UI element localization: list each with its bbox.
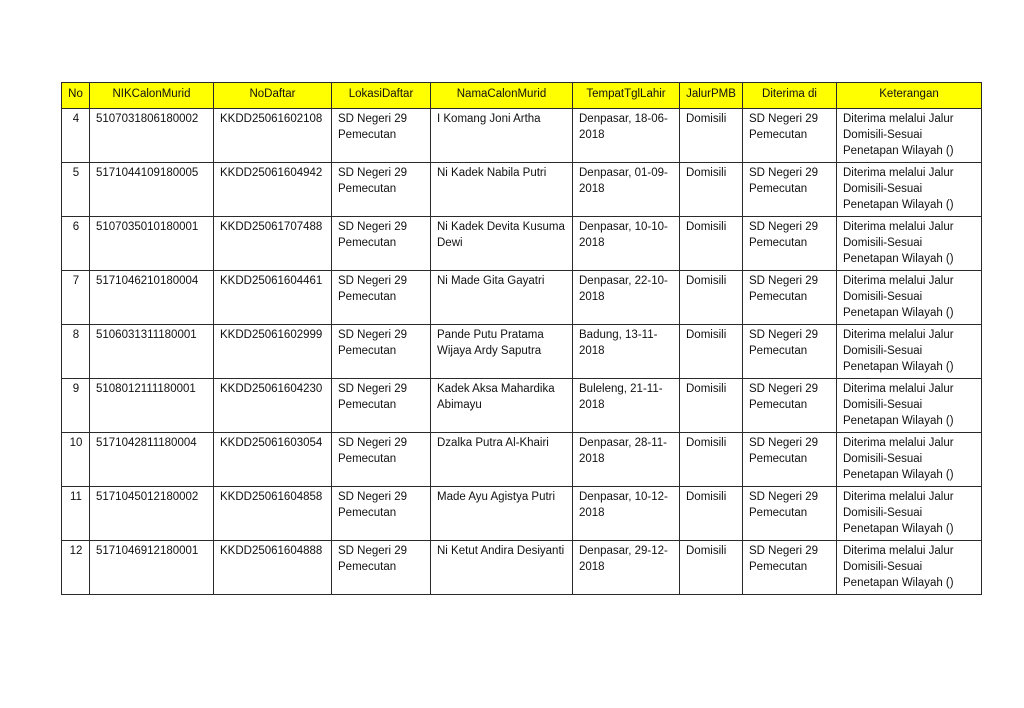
cell-nama <box>431 487 573 541</box>
cell-nik <box>90 217 214 271</box>
cell-nama-text: Ni Kadek Nabila Putri <box>437 167 547 179</box>
cell-nik <box>90 433 214 487</box>
cell-nik <box>90 325 214 379</box>
cell-jalur-text: Domisili <box>686 221 727 233</box>
cell-nik-text: 5106031311180001 <box>96 329 197 341</box>
cell-keterangan-text: Diterima melalui Jalur Domisili-Sesuai Penetapan Wilayah () <box>843 275 954 319</box>
table-row <box>62 433 982 487</box>
cell-jalur-text: Domisili <box>686 383 727 395</box>
birth-year-line2: 2018 <box>579 453 605 465</box>
cell-nodaftar-text: KKDD25061707488 <box>220 221 323 233</box>
table-header-row <box>62 83 982 109</box>
cell-nodaftar <box>214 541 332 595</box>
cell-nama-text: Dzalka Putra Al-Khairi <box>437 437 549 449</box>
cell-lokasi-text: SD Negeri 29 Pemecutan <box>338 437 408 465</box>
cell-diterima-text: SD Negeri 29 Pemecutan <box>749 221 819 249</box>
cell-keterangan-text: Diterima melalui Jalur Domisili-Sesuai Penetapan Wilayah () <box>843 167 954 211</box>
birth-year-line2: 2018 <box>579 561 605 573</box>
cell-nodaftar-text: KKDD25061604858 <box>220 491 323 503</box>
cell-jalur <box>680 271 743 325</box>
table-row <box>62 541 982 595</box>
birth-year-line2: 2018 <box>579 291 605 303</box>
table-row <box>62 325 982 379</box>
cell-lokasi-text: SD Negeri 29 Pemecutan <box>338 167 408 195</box>
cell-diterima-text: SD Negeri 29 Pemecutan <box>749 329 819 357</box>
cell-nama-text: Made Ayu Agistya Putri <box>437 491 556 503</box>
cell-lokasi <box>332 271 431 325</box>
cell-no <box>62 163 90 217</box>
cell-diterima <box>743 325 837 379</box>
cell-lokasi <box>332 487 431 541</box>
cell-no-text: 7 <box>72 275 80 287</box>
table-row <box>62 487 982 541</box>
cell-no <box>62 487 90 541</box>
cell-diterima-text: SD Negeri 29 Pemecutan <box>749 545 819 573</box>
cell-tempat <box>573 217 680 271</box>
cell-tempat <box>573 541 680 595</box>
cell-lokasi-text: SD Negeri 29 Pemecutan <box>338 329 408 357</box>
birth-place-date-line1: Buleleng, 21-11- <box>579 383 663 395</box>
cell-jalur-text: Domisili <box>686 437 727 449</box>
table-row <box>62 271 982 325</box>
cell-diterima <box>743 271 837 325</box>
birth-year-line2: 2018 <box>579 129 605 141</box>
cell-tempat <box>573 487 680 541</box>
header-keterangan: Keterangan <box>837 83 982 109</box>
birth-year-line2: 2018 <box>579 237 605 249</box>
cell-tempat <box>573 163 680 217</box>
cell-keterangan-text: Diterima melalui Jalur Domisili-Sesuai Penetapan Wilayah () <box>843 545 954 589</box>
table-row <box>62 217 982 271</box>
birth-place-date-line1: Denpasar, 22-10- <box>579 275 668 287</box>
cell-diterima <box>743 217 837 271</box>
cell-nama <box>431 433 573 487</box>
cell-diterima-text: SD Negeri 29 Pemecutan <box>749 383 819 411</box>
cell-no-text: 5 <box>72 167 80 179</box>
cell-nik <box>90 163 214 217</box>
cell-no-text: 11 <box>70 491 82 503</box>
cell-nodaftar-text: KKDD25061604888 <box>220 545 323 557</box>
cell-lokasi <box>332 325 431 379</box>
birth-place-date-line1: Denpasar, 18-06- <box>579 113 668 125</box>
cell-keterangan <box>837 163 982 217</box>
cell-jalur-text: Domisili <box>686 491 727 503</box>
birth-year-line2: 2018 <box>579 345 605 357</box>
admission-table <box>61 82 982 595</box>
cell-no-text: 6 <box>72 221 80 233</box>
birth-year-line2: 2018 <box>579 183 605 195</box>
cell-tempat <box>573 433 680 487</box>
cell-nik-text: 5107031806180002 <box>96 113 199 125</box>
header-nik: NIKCalonMurid <box>90 83 214 109</box>
cell-nik-text: 5171045012180002 <box>96 491 199 503</box>
cell-lokasi-text: SD Negeri 29 Pemecutan <box>338 221 408 249</box>
cell-tempat <box>573 325 680 379</box>
birth-place-date-line1: Denpasar, 10-10- <box>579 221 668 233</box>
cell-no-text: 9 <box>72 383 80 395</box>
header-nama: NamaCalonMurid <box>431 83 573 109</box>
cell-nik <box>90 487 214 541</box>
cell-jalur-text: Domisili <box>686 167 727 179</box>
cell-nik-text: 5171044109180005 <box>96 167 199 179</box>
cell-keterangan <box>837 433 982 487</box>
cell-nodaftar <box>214 379 332 433</box>
cell-nodaftar <box>214 325 332 379</box>
cell-diterima <box>743 487 837 541</box>
cell-keterangan <box>837 109 982 163</box>
cell-lokasi <box>332 163 431 217</box>
birth-year-line2: 2018 <box>579 399 605 411</box>
cell-nik-text: 5171046912180001 <box>96 545 199 557</box>
cell-no <box>62 271 90 325</box>
cell-nodaftar <box>214 163 332 217</box>
cell-jalur <box>680 379 743 433</box>
cell-nodaftar-text: KKDD25061604230 <box>220 383 323 395</box>
cell-nama <box>431 163 573 217</box>
cell-jalur <box>680 217 743 271</box>
cell-lokasi-text: SD Negeri 29 Pemecutan <box>338 491 408 519</box>
cell-keterangan-text: Diterima melalui Jalur Domisili-Sesuai Penetapan Wilayah () <box>843 491 954 535</box>
cell-lokasi-text: SD Negeri 29 Pemecutan <box>338 113 408 141</box>
header-diterima: Diterima di <box>743 83 837 109</box>
cell-no-text: 4 <box>72 113 80 125</box>
birth-place-date-line1: Denpasar, 29-12- <box>579 545 668 557</box>
cell-jalur <box>680 109 743 163</box>
table-body <box>62 109 982 595</box>
cell-tempat <box>573 109 680 163</box>
cell-nik <box>90 379 214 433</box>
cell-nama-text: Ni Made Gita Gayatri <box>437 275 545 287</box>
cell-keterangan <box>837 541 982 595</box>
birth-year-line2: 2018 <box>579 507 605 519</box>
cell-no <box>62 379 90 433</box>
cell-nik-text: 5171046210180004 <box>96 275 199 287</box>
table-row <box>62 379 982 433</box>
cell-diterima-text: SD Negeri 29 Pemecutan <box>749 167 819 195</box>
cell-keterangan <box>837 487 982 541</box>
cell-nama <box>431 541 573 595</box>
cell-nodaftar-text: KKDD25061602108 <box>220 113 323 125</box>
cell-jalur <box>680 487 743 541</box>
cell-lokasi <box>332 217 431 271</box>
cell-diterima <box>743 541 837 595</box>
cell-lokasi <box>332 379 431 433</box>
cell-nodaftar <box>214 217 332 271</box>
cell-tempat <box>573 271 680 325</box>
cell-keterangan <box>837 217 982 271</box>
cell-diterima <box>743 433 837 487</box>
cell-diterima-text: SD Negeri 29 Pemecutan <box>749 275 819 303</box>
header-jalur: JalurPMB <box>680 83 743 109</box>
cell-keterangan-text: Diterima melalui Jalur Domisili-Sesuai Penetapan Wilayah () <box>843 221 954 265</box>
header-tempat: TempatTglLahir <box>573 83 680 109</box>
cell-no <box>62 433 90 487</box>
cell-nama-text: Ni Ketut Andira Desiyanti <box>437 545 565 557</box>
cell-nik <box>90 541 214 595</box>
table-row <box>62 163 982 217</box>
cell-nama <box>431 325 573 379</box>
cell-nama-text: I Komang Joni Artha <box>437 113 541 125</box>
cell-jalur <box>680 541 743 595</box>
cell-keterangan <box>837 379 982 433</box>
cell-keterangan <box>837 271 982 325</box>
cell-nik <box>90 109 214 163</box>
cell-jalur <box>680 433 743 487</box>
birth-place-date-line1: Denpasar, 10-12- <box>579 491 668 503</box>
cell-nama <box>431 379 573 433</box>
cell-keterangan <box>837 325 982 379</box>
cell-jalur-text: Domisili <box>686 113 727 125</box>
cell-keterangan-text: Diterima melalui Jalur Domisili-Sesuai Penetapan Wilayah () <box>843 329 954 373</box>
header-no: No <box>62 83 90 109</box>
birth-place-date-line1: Badung, 13-11- <box>579 329 658 341</box>
cell-lokasi-text: SD Negeri 29 Pemecutan <box>338 275 408 303</box>
birth-place-date-line1: Denpasar, 28-11- <box>579 437 668 449</box>
cell-keterangan-text: Diterima melalui Jalur Domisili-Sesuai Penetapan Wilayah () <box>843 113 954 157</box>
cell-diterima <box>743 379 837 433</box>
cell-jalur-text: Domisili <box>686 275 727 287</box>
cell-nama-text: Ni Kadek Devita Kusuma Dewi <box>437 221 565 249</box>
cell-no-text: 8 <box>72 329 80 341</box>
cell-jalur <box>680 325 743 379</box>
cell-lokasi-text: SD Negeri 29 Pemecutan <box>338 545 408 573</box>
cell-no-text: 10 <box>69 437 83 449</box>
cell-keterangan-text: Diterima melalui Jalur Domisili-Sesuai Penetapan Wilayah () <box>843 437 954 481</box>
cell-diterima-text: SD Negeri 29 Pemecutan <box>749 491 819 519</box>
cell-nodaftar-text: KKDD25061602999 <box>220 329 323 341</box>
cell-nodaftar <box>214 433 332 487</box>
cell-nama-text: Kadek Aksa Mahardika Abimayu <box>437 383 555 411</box>
cell-no <box>62 109 90 163</box>
cell-no-text: 12 <box>69 545 83 557</box>
cell-diterima-text: SD Negeri 29 Pemecutan <box>749 437 819 465</box>
cell-lokasi <box>332 433 431 487</box>
header-lokasi: LokasiDaftar <box>332 83 431 109</box>
cell-diterima <box>743 109 837 163</box>
cell-diterima-text: SD Negeri 29 Pemecutan <box>749 113 819 141</box>
cell-keterangan-text: Diterima melalui Jalur Domisili-Sesuai Penetapan Wilayah () <box>843 383 954 427</box>
cell-lokasi <box>332 541 431 595</box>
cell-nodaftar <box>214 271 332 325</box>
header-nodaftar: NoDaftar <box>214 83 332 109</box>
cell-nik <box>90 271 214 325</box>
cell-jalur-text: Domisili <box>686 545 727 557</box>
cell-nik-text: 5107035010180001 <box>96 221 199 233</box>
cell-nama <box>431 271 573 325</box>
cell-diterima <box>743 163 837 217</box>
cell-nodaftar <box>214 109 332 163</box>
birth-place-date-line1: Denpasar, 01-09- <box>579 167 668 179</box>
cell-nama <box>431 109 573 163</box>
cell-jalur-text: Domisili <box>686 329 727 341</box>
cell-nik-text: 5108012111180001 <box>96 383 196 395</box>
cell-no <box>62 217 90 271</box>
cell-nama-text: Pande Putu Pratama Wijaya Ardy Saputra <box>437 329 544 357</box>
cell-nik-text: 5171042811180004 <box>96 437 197 449</box>
cell-nodaftar <box>214 487 332 541</box>
cell-nodaftar-text: KKDD25061604942 <box>220 167 323 179</box>
table-row <box>62 109 982 163</box>
cell-lokasi-text: SD Negeri 29 Pemecutan <box>338 383 408 411</box>
cell-nodaftar-text: KKDD25061604461 <box>220 275 323 287</box>
cell-tempat <box>573 379 680 433</box>
cell-no <box>62 325 90 379</box>
cell-nodaftar-text: KKDD25061603054 <box>220 437 323 449</box>
cell-no <box>62 541 90 595</box>
cell-nama <box>431 217 573 271</box>
cell-jalur <box>680 163 743 217</box>
cell-lokasi <box>332 109 431 163</box>
